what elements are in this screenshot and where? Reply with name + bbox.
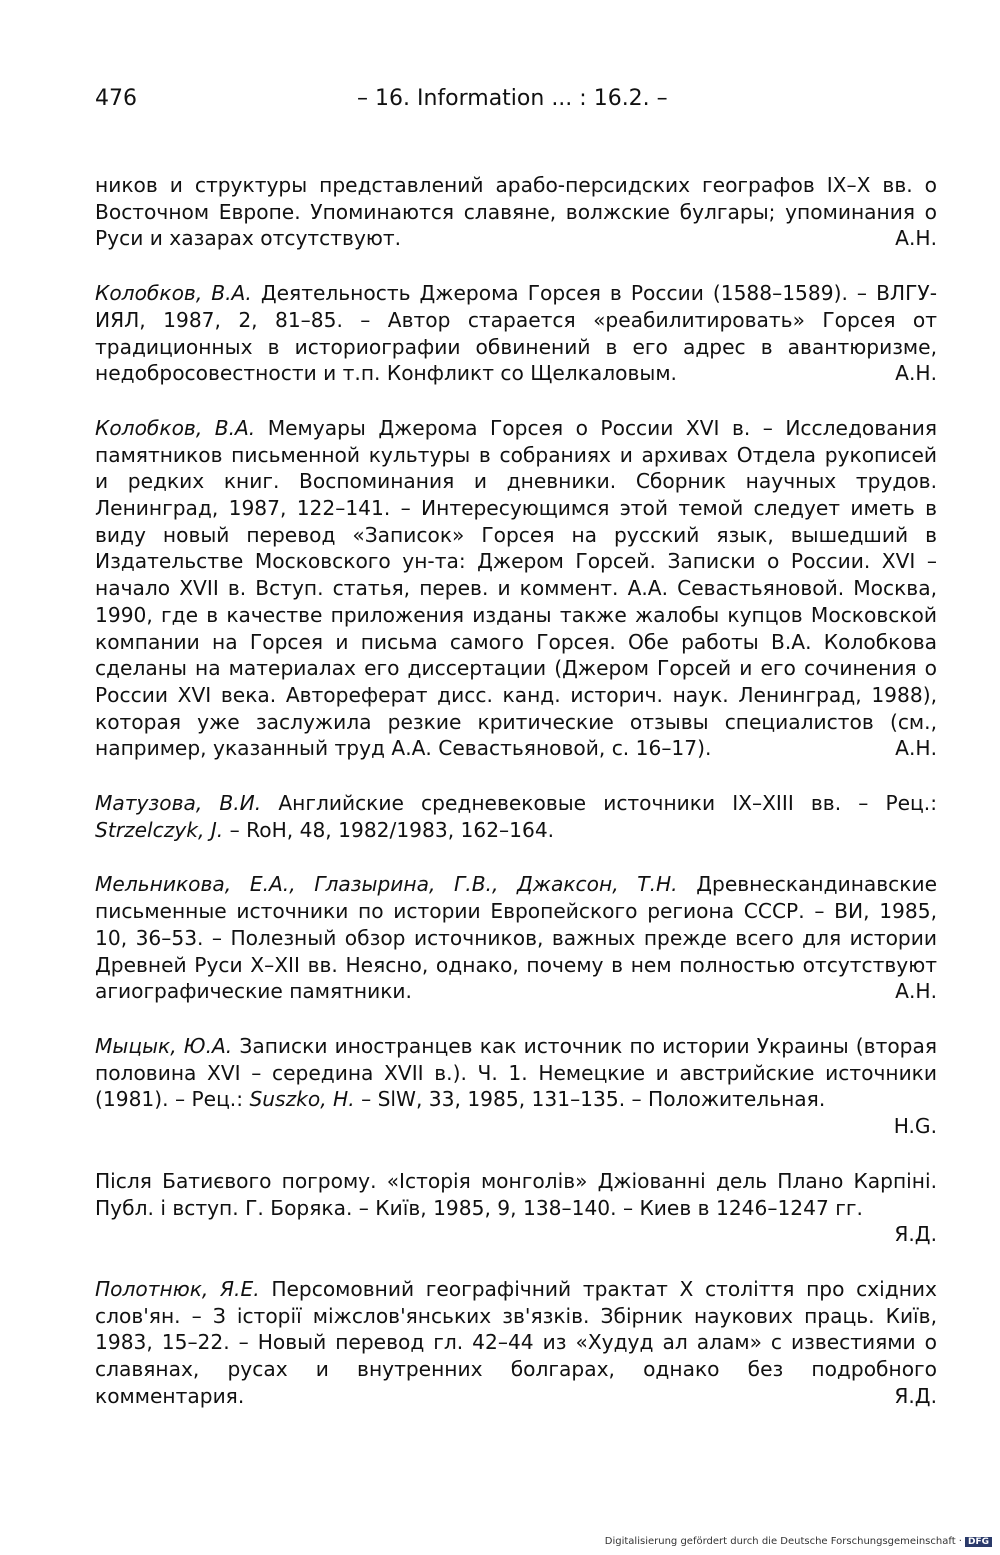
bibliography-entry [95, 280, 937, 387]
entry-text [95, 172, 937, 252]
reviewer-signature: Я.Д. [894, 1222, 937, 1247]
reviewed-author: Strzelczyk, J. [95, 817, 224, 842]
running-title: – 16. Information ... : 16.2. – [357, 86, 668, 111]
bibliography-entry [95, 1033, 937, 1140]
entry-text [95, 280, 937, 387]
footer-text: Digitalisierung gefördert durch die Deutsche Forschungsgemeinschaft · [604, 1536, 962, 1547]
entry-text [95, 790, 937, 843]
entry-text [95, 871, 937, 1005]
entry-text [95, 1168, 937, 1221]
entry-body: Після Батиєвого погрому. «Історія монголів» Джіованні дель Плано Карпіні. Публ. і вступ. Г. Боряка. – Київ, 1985, 9, 138–140. – Киев в 1246–1247 гг. [95, 1168, 937, 1220]
bibliography-body [95, 172, 937, 1437]
reviewer-signature: H.G. [893, 1114, 937, 1139]
digitization-footer [605, 1536, 992, 1547]
reviewer-signature: А.Н. [895, 736, 937, 761]
reviewer-signature: Я.Д. [894, 1383, 937, 1408]
page-number: 476 [95, 86, 137, 111]
entry-body: Деятельность Джерома Горсея в России (1588–1589). – ВЛГУ-ИЯЛ, 1987, 2, 81–85. – Автор старается «реабилитировать» Горсея от традиционных в историографии обвинений в его адрес в авантюризме, недобросовестности и т.п. Конфликт со Щелкаловым. [95, 281, 937, 386]
entry-body: Мемуары Джерома Горсея о России XVI в. – Исследования памятников письменной культуры в собраниях и архивах Отдела рукописей и редких книг. Воспоминания и дневники. Сборник научных трудов. Ленинград, 1987, 122–141. – Интересующимся этой темой следует иметь в виду новый перевод «Записок» Горсея на русский язык, вышедший в Издательстве Московского ун-та: Джером Горсей. Записки о России. XVI – начало XVII в. Вступ. статья, перев. и коммент. А.А. Севастьяновой. Москва, 1990, где в качестве приложения изданы также жалобы купцов Московской компании на Горсея и письма самого Горсея. Обе работы В.А. Колобкова сделаны на материалах его диссертации (Джером Горсей и его сочинения о России XVI века. Автореферат дисс. канд. историч. наук. Ленинград, 1988), которая уже заслужила резкие критические отзывы специалистов (см., например, указанный труд А.А. Севастьяновой, с. 16–17). [95, 415, 937, 761]
entry-text [95, 1033, 937, 1113]
entry-body: Персомовний географічний трактат X століття про східних слов'ян. – З історії міжслов'янських зв'язків. Збірник наукових праць. Київ, 1983, 15–22. – Новый перевод гл. 42–44 из «Худуд ал алам» с известиями о славянах, русах и внутренних болгарах, однако без подробного комментария. [95, 1276, 937, 1408]
reviewer-signature: А.Н. [895, 226, 937, 251]
entry-body: Древнескандинавские письменные источники по истории Европейского региона СССР. – ВИ, 1985, 10, 36–53. – Полезный обзор источников, важных прежде всего для истории Древней Руси X–XII вв. Неясно, однако, почему в нем полностью отсутствуют агиографические памятники. [95, 872, 937, 1004]
page-header [95, 86, 938, 120]
entry-text [95, 415, 937, 762]
entry-body-tail: – SlW, 33, 1985, 131–135. – Положительная. [361, 1087, 826, 1112]
bibliography-entry [95, 1276, 937, 1410]
entry-author: Мыцык, Ю.А. [95, 1033, 233, 1058]
reviewed-author: Suszko, H. [249, 1087, 355, 1112]
bibliography-entry [95, 871, 937, 1005]
dfg-logo: DFG [965, 1537, 992, 1547]
reviewer-signature: А.Н. [895, 361, 937, 386]
entry-author: Полотнюк, Я.Е. [95, 1276, 260, 1301]
entry-body: Английские средневековые источники IX–XIII вв. – Рец.: [278, 791, 938, 816]
bibliography-entry [95, 1168, 937, 1248]
entry-body: Записки иностранцев как источник по истории Украины (вторая половина XVI – середина XVII в.). Ч. 1. Немецкие и австрийские источники (1981). – Рец.: [95, 1033, 938, 1112]
bibliography-entry [95, 790, 937, 843]
reviewer-signature: А.Н. [895, 979, 937, 1004]
bibliography-entry [95, 172, 937, 252]
entry-author: Мельникова, Е.А., Глазырина, Г.В., Джаксон, Т.Н. [95, 872, 678, 897]
entry-text [95, 1276, 937, 1410]
entry-author: Колобков, В.А. [95, 415, 256, 440]
entry-body: ников и структуры представлений арабо-персидских географов IX–X вв. о Восточном Европе. Упоминаются славяне, волжские булгары; упоминания о Руси и хазарах отсутствуют. [95, 173, 937, 251]
bibliography-entry [95, 415, 937, 762]
entry-author: Матузова, В.И. [95, 791, 262, 816]
entry-author: Колобков, В.А. [95, 281, 252, 306]
entry-body-tail: – RoH, 48, 1982/1983, 162–164. [229, 817, 555, 842]
